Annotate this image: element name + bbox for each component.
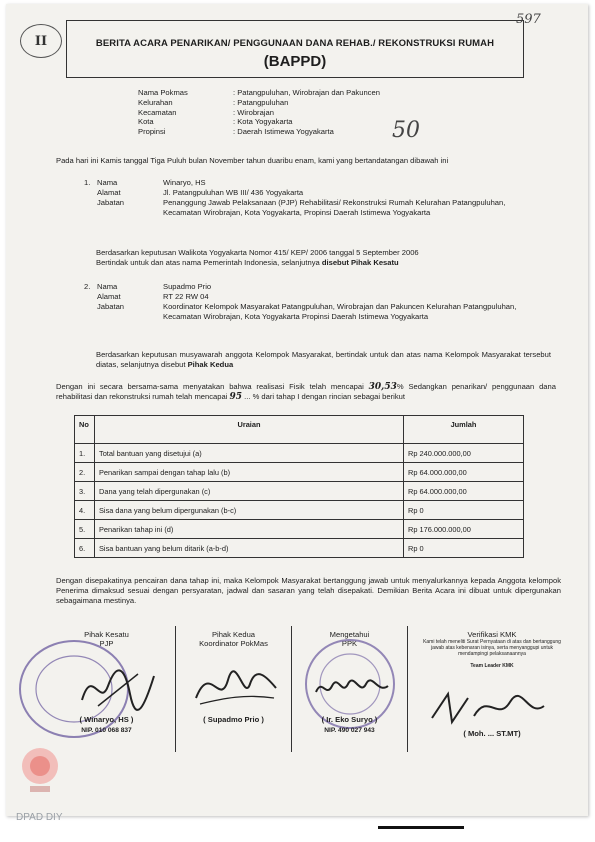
table-row [75,539,524,558]
column-header: Jumlah [404,416,524,444]
party-one [84,178,538,218]
row-description: Sisa bantuan yang belum ditarik (a-b-d) [95,539,404,558]
party-two-basis [96,350,551,370]
info-label: Propinsi [138,127,166,137]
table-row [75,463,524,482]
statement-text: ... % dari tahap I dengan rincian sebagai berikut [242,392,405,401]
group-info [138,88,380,137]
signature-party-one [38,626,176,752]
logo-text: II [34,33,48,49]
physical-percentage: 30,53 [368,382,397,392]
appointment-basis: Berdasarkan keputusan Walikota Yogyakarta Nomor 415/ KEP/ 2006 tanggal 5 September 2006 [96,248,419,257]
field-label: Nama [97,178,118,187]
row-description: Penarikan sampai dengan tahap lalu (b) [95,463,404,482]
field-label: Jabatan [97,302,125,311]
row-number: 6. [75,539,95,558]
field-label: Nama [97,282,118,291]
signature-party-two [176,626,292,752]
info-value: : Daerah Istimewa Yogyakarta [233,127,334,137]
row-description: Dana yang telah dipergunakan (c) [95,482,404,501]
funds-table [74,415,524,558]
field-value: Penanggung Jawab Pelaksanaan (PJP) Rehabilitasi/ Rekonstruksi Rumah Kelurahan Patangpuluhan, Kecamatan Wirobrajan, Kota Yogyakarta, Propinsi Daerah Istimewa Yogyakarta [163,198,506,217]
field-label: Alamat [97,292,121,301]
party-number: 1. [84,178,91,187]
field-label: Alamat [97,188,121,197]
statement-text: % Sedangkan penarikan/ penggunaan dana rehabilitasi dan rekonstruksi rumah telah mencapai [56,382,556,401]
info-label: Kota [138,117,154,127]
dpad-logo-icon [18,740,62,798]
row-description: Sisa dana yang belum dipergunakan (b-c) [95,501,404,520]
table-row [75,520,524,539]
info-value: : Kota Yogyakarta [233,117,293,127]
document-title: BERITA ACARA PENARIKAN/ PENGGUNAAN DANA REHAB./ REKONSTRUKSI RUMAH [95,38,495,49]
info-value: : Patangpuluhan, Wirobrajan dan Pakuncen [233,88,380,97]
signer-name: ( Ir. Eko Suryo ) [321,715,378,724]
signer-name: ( Winaryo, HS ) [79,715,134,724]
logo-mark [20,24,62,58]
row-number: 4. [75,501,95,520]
signer-role: Verifikasi KMK [467,630,517,639]
field-value: Koordinator Kelompok Masyarakat Patangpuluhan, Wirobrajan dan Pakuncen Kelurahan Patangpuluhan, Kecamatan Wirobrajan, Kota Yogyakarta Propinsi Daerah Istimewa Yogyakarta [163,302,517,321]
handwritten-page-number: 597 [516,12,541,27]
row-description: Penarikan tahap ini (d) [95,520,404,539]
realization-statement [56,382,556,402]
signer-nip: NIP. 490 027 943 [324,727,375,734]
row-description: Total bantuan yang disetujui (a) [95,444,404,463]
signer-role: Pihak Kesatu [84,630,129,639]
info-value: : Wirobrajan [233,107,274,117]
signer-name: ( Supadmo Prio ) [203,715,264,724]
table-header-row [75,416,524,444]
intro-paragraph: Pada hari ini Kamis tanggal Tiga Puluh bulan November tahun duaribu enam, kami yang bertandatangan dibawah ini [56,156,449,165]
row-number: 5. [75,520,95,539]
signature-scribble [78,656,158,716]
signer-name: ( Moh. ... ST.MT) [463,729,521,738]
row-amount: Rp 64.000.000,00 [404,482,524,501]
document-abbreviation: (BAPPD) [263,53,327,70]
signature-verifier [408,626,576,752]
party-designation: Pihak Kedua [187,360,234,369]
basis-text: Berdasarkan keputusan musyawarah anggota Kelompok Masyarakat, bertindak untuk dan atas nama Kelompok Masyarakat tersebut diatas, selanjutnya disebut [96,350,551,369]
signer-role: Pihak Kedua [211,630,256,639]
signature-scribble [312,672,392,702]
watermark-text: DPAD DIY [16,812,63,823]
signer-subrole: PJP [99,639,114,648]
table-row [75,501,524,520]
party-designation: disebut Pihak Kesatu [321,258,399,267]
signer-role: Mengetahui [329,630,370,639]
row-amount: Rp 176.000.000,00 [404,520,524,539]
column-header: No [75,416,95,444]
signature-scribble [428,688,548,730]
field-label: Jabatan [97,198,125,207]
info-label: Kecamatan [138,107,177,117]
acting-text: Bertindak untuk dan atas nama Pemerintah Indonesia, selanjutnya [96,258,322,267]
row-amount: Rp 240.000.000,00 [404,444,524,463]
signer-subrole: PPK [341,639,358,648]
row-number: 3. [75,482,95,501]
signature-scribble [190,658,280,712]
signer-subrole: Koordinator PokMas [199,639,268,648]
party-two [84,282,538,322]
info-label: Kelurahan [138,97,173,107]
info-label: Nama Pokmas [138,88,188,97]
field-value: Jl. Patangpuluhan WB III/ 436 Yogyakarta [163,188,304,197]
field-value: RT 22 RW 04 [163,292,209,301]
signature-acknowledger [292,626,408,752]
handwritten-number: 50 [392,118,420,143]
row-amount: Rp 0 [404,501,524,520]
row-number: 1. [75,444,95,463]
row-number: 2. [75,463,95,482]
closing-paragraph: Dengan disepakatinya pencairan dana tahap ini, maka Kelompok Masyarakat bertanggung jawab untuk menyalurkannya kepada Anggota kelompok Penerima dimaksud sesuai dengan persyaratan, jadwal dan sasaran yang telah disepakati. Demikian Berita Acara ini dibuat untuk dipergunakan sebagaimana mestinya. [56,576,561,605]
column-header: Uraian [95,416,404,444]
party-number: 2. [84,282,91,291]
field-value: Supadmo Prio [163,282,212,291]
title-box [66,20,524,78]
signature-block [38,626,576,752]
funds-percentage: 95 [229,392,243,402]
signer-nip: NIP. 010 068 837 [81,727,132,734]
info-value: : Patangpuluhan [233,97,289,107]
footer-bar [378,826,464,829]
row-amount: Rp 64.000.000,00 [404,463,524,482]
row-amount: Rp 0 [404,539,524,558]
table-row [75,444,524,463]
verification-statement: Kami telah meneliti Surat Pernyataan di atas dan bertanggung jawab atas kebenaran isinya, serta menyanggupi untuk mendampingi pelaksanaannya [423,639,561,657]
table-row [75,482,524,501]
statement-text: Dengan ini secara bersama-sama menyatakan bahwa realisasi Fisik telah mencapai [56,382,369,391]
team-leader-label: Team Leader KMK [470,663,514,669]
party-one-basis [96,248,551,268]
field-value: Winaryo, HS [163,178,206,187]
